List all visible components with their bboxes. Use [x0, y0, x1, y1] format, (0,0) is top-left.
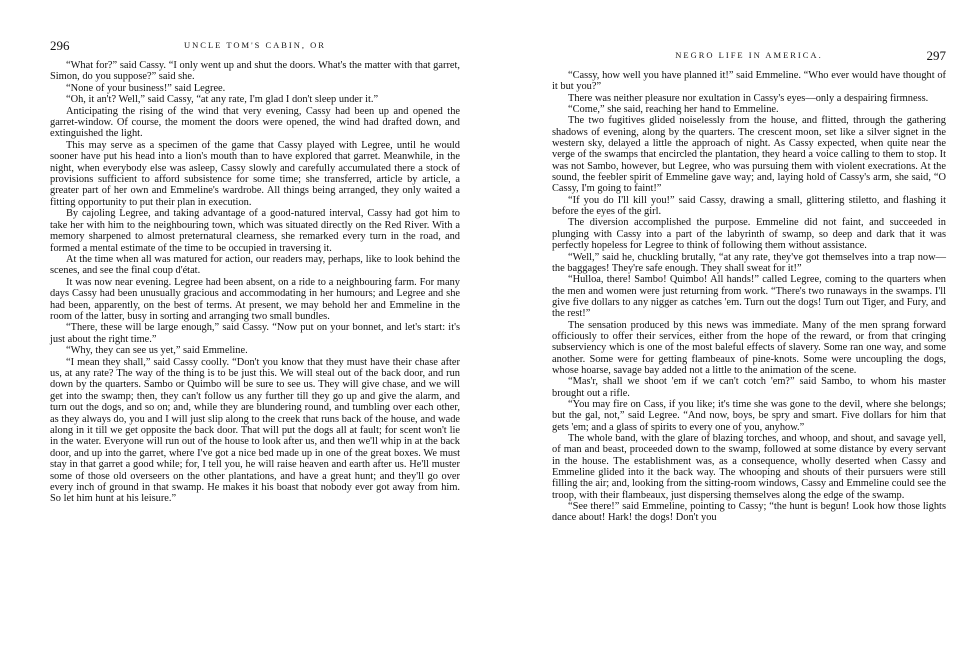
right-page-text: [552, 70, 946, 524]
paragraph: By cajoling Legree, and taking advantage of a good-natured interval, Cassy had got him to take her with him to the neighbouring town, which was situated directly on the Red River. With a memory sharpened to almost preternatural clearness, she remarked every turn in the road, and formed a mental estimate of the time to be occupied in traversing it.: [50, 208, 460, 254]
paragraph: The whole band, with the glare of blazing torches, and whoop, and shout, and savage yell, of man and beast, proceeded down to the swamp, followed at some distance by every servant in the house. The establishment was, as a consequence, wholly deserted when Cassy and Emmeline glided into it the back way. The whooping and shouts of their pursuers were still filling the air; and, looking from the sitting-room windows, Cassy and Emmeline could see the troop, with their flambeaux, just dispersing themselves along the edge of the swamp.: [552, 433, 946, 501]
right-page: [542, 0, 980, 667]
paragraph: “None of your business!” said Legree.: [66, 82, 226, 94]
paragraph: “There, these will be large enough,” said Cassy. “Now put on your bonnet, and let's start: it's just about the right time.”: [50, 322, 460, 345]
paragraph: The two fugitives glided noiselessly from the house, and flitted, through the gathering shadows of evening, along by the quarters. The crescent moon, set like a silver signet in the western sky, delayed a little the approach of night. As Cassy expected, when quite near the verge of the swamps that encircled the plantation, they heard a voice calling to them to stop. It was not Sambo, however, but Legree, who was pursuing them with violent execrations. At the sound, the feebler spirit of Emmeline gave way; and, laying hold of Cassy's arm, she said, “O Cassy, I'm going to faint!”: [552, 115, 946, 195]
left-running-title: UNCLE TOM'S CABIN, OR: [184, 40, 326, 50]
paragraph: “You may fire on Cass, if you like; it's time she was gone to the devil, where she belongs; but the gal, not,” said Legree. “And now, boys, be spry and smart. Five dollars for him that gets 'em; and a glass of spirits to every one of you, anyhow.”: [552, 398, 946, 433]
right-running-title: NEGRO LIFE IN AMERICA.: [675, 50, 823, 60]
right-page-header: [552, 48, 946, 64]
paragraph: This may serve as a specimen of the game that Cassy played with Legree, until he would sooner have put his head into a lion's mouth than to have explored that garret. Meanwhile, in the night, when everybody else was asleep, Cassy slowly and carefully accumulated there a stock of provisions sufficient to afford subsistence for some time; she transferred, article by article, a greater part of her own and Emmeline's wardrobe. All things being arranged, they only waited a fitting opportunity to put their plan in execution.: [50, 139, 460, 208]
left-page-text: [50, 60, 460, 505]
left-page: [0, 0, 470, 667]
paragraph: “See there!” said Emmeline, pointing to Cassy; “the hunt is begun! Look how those lights dance about! Hark! the dogs! Don't you: [552, 501, 946, 524]
paragraph: “Well,” said he, chuckling brutally, “at any rate, they've got themselves into a trap now—the baggages! They're safe enough. They shall sweat for it!”: [552, 251, 946, 274]
right-page-number: 297: [926, 48, 946, 63]
paragraph: Anticipating the rising of the wind that very evening, Cassy had been up and opened the garret-window. Of course, the moment the doors were opened, the wind had drafted down, and extinguished the light.: [50, 105, 460, 140]
paragraph: “What for?” said Cassy. “I only went up and shut the doors. What's the matter with that garret, Simon, do you suppose?” said she.: [50, 60, 460, 83]
paragraph: “Come,” she said, reaching her hand to Emmeline.: [568, 104, 779, 116]
paragraph: “Cassy, how well you have planned it!” said Emmeline. “Who ever would have thought of it but you?”: [552, 70, 946, 93]
left-page-number: 296: [50, 38, 70, 53]
book-gutter: [470, 0, 542, 667]
paragraph: The sensation produced by this news was immediate. Many of the men sprang forward officiously to offer their services, either from the hope of the reward, or from that cringing subserviency which is one of the most baleful effects of slavery. Some ran one way, and some another. Some were for getting flambeaux of pine-knots. Some were uncoupling the dogs, whose hoarse, savage bay added not a little to the animation of the scene.: [552, 319, 946, 376]
paragraph: “Hulloa, there! Sambo! Quimbo! All hands!” called Legree, coming to the quarters when the men and women were just returning from work. “There's two runaways in the swamps. I'll give five dollars to any nigger as catches 'em. Turn out the dogs! Turn out Tiger, and Fury, and the rest!”: [552, 274, 946, 320]
paragraph: “I mean they shall,” said Cassy coolly. “Don't you know that they must have their chase after us, at any rate? The way of the thing is to be just this. We will steal out of the back door, and run down by the quarters. Sambo or Quimbo will be sure to see us. They will give chase, and we will get into the swamp; then, they can't follow us any further till they go up and give the alarm, and turn out the dogs, and so on; and, while they are blundering round, and tumbling over each other, as they always do, you and I will just slip along to the creek that runs back of the house, and wade along in it till we get opposite the back door. That will put the dogs all at fault; for scent won't lie in the water. Everyone will run out of the house to look after us, and then we'll whip in at the back door, and up into the garret, where I've got a nice bed made up in one of the great boxes. We must stay in that garret a good while; for, I tell you, he will raise heaven and earth after us. He'll muster some of those old overseers on the other plantations, and have a great hunt; and they'll go over every inch of ground in that swamp. He makes it his boast that nobody ever got away from him. So let him hunt at his leisure.”: [50, 356, 460, 505]
paragraph: It was now near evening. Legree had been absent, on a ride to a neighbouring farm. For many days Cassy had been unusually gracious and accommodating in her humours; and Legree and she had been, apparently, on the best of terms. At present, we may behold her and Emmeline in the room of the latter, busy in sorting and arranging two small bundles.: [50, 276, 460, 322]
paragraph: At the time when all was matured for action, our readers may, perhaps, like to look behind the scenes, and see the final coup d'état.: [50, 253, 460, 277]
paragraph: The diversion accomplished the purpose. Emmeline did not faint, and succeeded in plunging with Cassy into a part of the labyrinth of swamp, so deep and dark that it was perfectly hopeless for Legree to think of following them without assistance.: [552, 217, 946, 252]
left-page-header: [50, 38, 460, 54]
paragraph: “Mas'r, shall we shoot 'em if we can't cotch 'em?” said Sambo, to whom his master brought out a rifle.: [552, 376, 946, 399]
paragraph: There was neither pleasure nor exultation in Cassy's eyes—only a despairing firmness.: [568, 92, 929, 104]
paragraph: “Why, they can see us yet,” said Emmeline.: [66, 345, 248, 357]
paragraph: “Oh, it an't? Well,” said Cassy, “at any rate, I'm glad I don't sleep under it.”: [66, 94, 379, 106]
paragraph: “If you do I'll kill you!” said Cassy, drawing a small, glittering stiletto, and flashing it before the eyes of the girl.: [552, 194, 946, 218]
